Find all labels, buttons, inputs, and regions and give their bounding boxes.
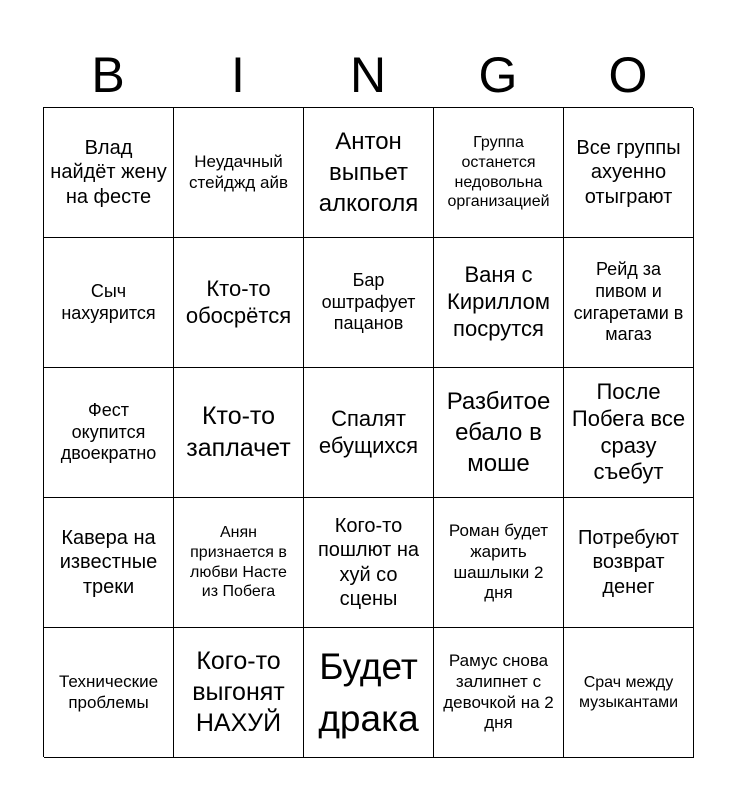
bingo-cell[interactable]: После Побега все сразу съебут [564,368,694,498]
bingo-header [43,44,693,106]
bingo-cell[interactable]: Кого-то пошлют на хуй со сцены [304,498,434,628]
bingo-cell[interactable]: Рейд за пивом и сигаретами в магаз [564,238,694,368]
header-letter-n: N [349,47,387,103]
bingo-cell[interactable]: Бар оштрафует пацанов [304,238,434,368]
bingo-cell[interactable]: Фест окупится двоекратно [44,368,174,498]
bingo-cell[interactable]: Кого-то выгонят НАХУЙ [174,628,304,758]
bingo-cell[interactable]: Будет драка [304,628,434,758]
bingo-cell[interactable]: Ваня с Кириллом посрутся [434,238,564,368]
bingo-cell[interactable]: Спалят ебущихся [304,368,434,498]
bingo-cell[interactable]: Влад найдёт жену на фесте [44,108,174,238]
bingo-cell[interactable]: Кавера на известные треки [44,498,174,628]
header-letter-o: O [608,47,648,103]
bingo-cell[interactable]: Срач между музыкантами [564,628,694,758]
bingo-cell[interactable]: Кто-то обосрётся [174,238,304,368]
bingo-cell[interactable]: Технические проблемы [44,628,174,758]
header-letter-b: B [91,47,125,103]
header-letter-g: G [478,47,518,103]
bingo-cell[interactable]: Неудачный стейджд айв [174,108,304,238]
bingo-cell[interactable]: Антон выпьет алкоголя [304,108,434,238]
bingo-cell[interactable]: Все группы ахуенно отыграют [564,108,694,238]
header-letter-i: I [231,47,245,103]
bingo-grid [43,107,693,757]
bingo-cell[interactable]: Роман будет жарить шашлыки 2 дня [434,498,564,628]
bingo-cell[interactable]: Потребуют возврат денег [564,498,694,628]
bingo-cell[interactable]: Сыч нахуярится [44,238,174,368]
bingo-cell[interactable]: Анян признается в любви Насте из Побега [174,498,304,628]
bingo-cell[interactable]: Группа останется недовольна организацией [434,108,564,238]
bingo-cell[interactable]: Кто-то заплачет [174,368,304,498]
bingo-cell[interactable]: Разбитое ебало в моше [434,368,564,498]
bingo-cell[interactable]: Рамус снова залипнет с девочкой на 2 дня [434,628,564,758]
